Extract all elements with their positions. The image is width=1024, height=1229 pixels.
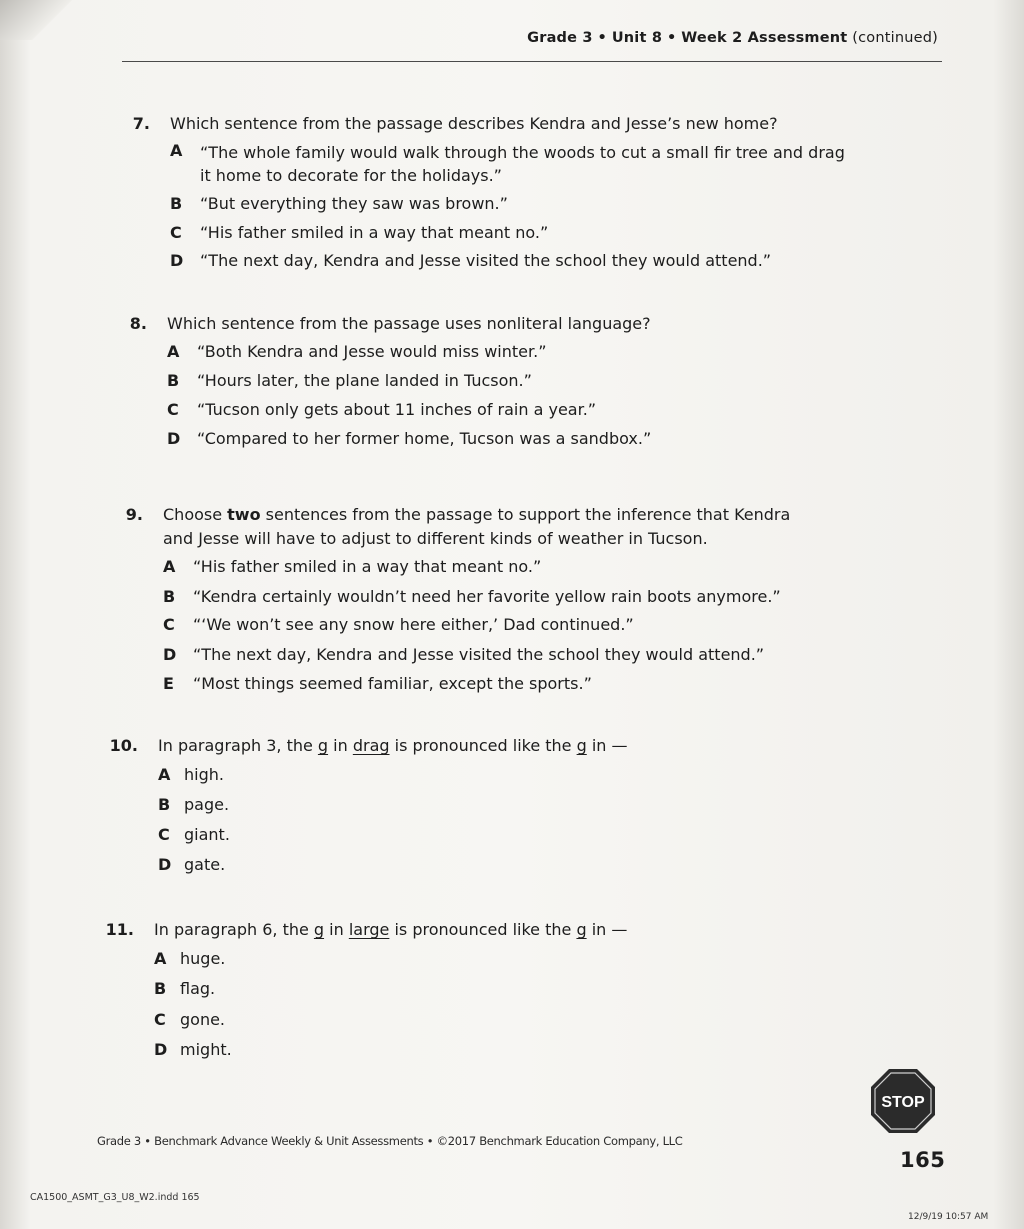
option-letter: B <box>167 371 180 390</box>
stem-text: is pronounced like the <box>389 736 577 755</box>
underlined-letter: g <box>313 920 325 939</box>
option-text: “His father smiled in a way that meant no.” <box>193 557 542 576</box>
option-text: huge. <box>180 949 226 968</box>
option-text: flag. <box>180 979 216 998</box>
question-stem: Which sentence from the passage uses nonliteral language? <box>167 314 651 333</box>
question-number: 9. <box>125 505 143 524</box>
page-footer: Grade 3 • Benchmark Advance Weekly & Unit Assessments • ©2017 Benchmark Education Company, LLC <box>97 1134 683 1148</box>
answer-option[interactable] <box>163 557 541 576</box>
option-letter: A <box>163 557 176 576</box>
option-letter: C <box>158 825 170 844</box>
stem-text: in — <box>586 920 628 939</box>
option-text: “The next day, Kendra and Jesse visited the school they would attend.” <box>200 251 772 270</box>
option-text: gate. <box>184 855 226 874</box>
option-text: “The next day, Kendra and Jesse visited the school they would attend.” <box>193 645 765 664</box>
option-text: “The whole family would walk through the woods to cut a small fir tree and drag it home to decorate for the holidays.” <box>200 143 845 185</box>
stop-sign-label: STOP <box>881 1094 925 1111</box>
stem-text: is pronounced like the <box>389 920 577 939</box>
answer-option[interactable] <box>163 674 592 693</box>
page-number: 165 <box>900 1148 946 1172</box>
stem-text: In paragraph 6, the <box>154 920 314 939</box>
stem-text: Choose <box>163 505 228 524</box>
question-stem-line-2: and Jesse will have to adjust to different kinds of weather in Tucson. <box>163 529 708 548</box>
answer-option[interactable] <box>163 587 781 606</box>
option-letter: A <box>158 765 171 784</box>
stem-text: sentences from the passage to support the inference that Kendra <box>260 505 791 524</box>
question-stem <box>163 504 790 526</box>
page-corner-fold <box>0 0 90 40</box>
answer-option[interactable] <box>158 765 224 784</box>
answer-option[interactable] <box>167 371 532 390</box>
option-letter: A <box>170 141 183 160</box>
option-text: “Tucson only gets about 11 inches of rain a year.” <box>197 400 597 419</box>
file-slug: CA1500_ASMT_G3_U8_W2.indd 165 <box>30 1192 200 1203</box>
answer-option[interactable] <box>167 342 546 361</box>
question-stem <box>154 919 627 941</box>
print-timestamp: 12/9/19 10:57 AM <box>908 1212 989 1222</box>
option-text: “‘We won’t see any snow here either,’ Dad continued.” <box>193 615 634 634</box>
option-letter: E <box>163 674 174 693</box>
option-letter: D <box>158 855 172 874</box>
answer-option[interactable] <box>158 795 229 814</box>
question-number: 7. <box>132 114 150 133</box>
option-letter: D <box>154 1040 168 1059</box>
option-text: “But everything they saw was brown.” <box>200 194 508 213</box>
answer-option[interactable] <box>170 194 508 213</box>
header-unit: Unit 8 <box>611 30 663 46</box>
question-stem: Which sentence from the passage describes Kendra and Jesse’s new home? <box>170 114 778 133</box>
answer-option[interactable] <box>154 1040 232 1059</box>
question-stem <box>158 735 628 757</box>
option-text: “His father smiled in a way that meant no.” <box>200 223 549 242</box>
header-continued: (continued) <box>852 30 938 46</box>
option-letter: C <box>163 615 175 634</box>
stem-text: in — <box>586 736 628 755</box>
stem-text: in <box>328 736 353 755</box>
underlined-letter: g <box>317 736 329 755</box>
header-week: Week 2 Assessment <box>681 30 848 46</box>
answer-option[interactable] <box>163 615 634 634</box>
underlined-word: large <box>348 920 390 939</box>
option-text: “Kendra certainly wouldn’t need her favorite yellow rain boots anymore.” <box>193 587 781 606</box>
underlined-letter: g <box>576 736 587 755</box>
stem-text: in <box>324 920 349 939</box>
option-text: giant. <box>184 825 230 844</box>
option-text: high. <box>184 765 224 784</box>
answer-option[interactable] <box>158 855 225 874</box>
option-letter: B <box>154 979 167 998</box>
question-number: 8. <box>129 314 147 333</box>
answer-option[interactable] <box>170 251 771 270</box>
stem-text: In paragraph 3, the <box>158 736 318 755</box>
underlined-letter: g <box>576 920 587 939</box>
underlined-word: drag <box>352 736 390 755</box>
question-number: 10. <box>109 736 138 755</box>
option-text: gone. <box>180 1010 226 1029</box>
option-letter: C <box>170 223 182 242</box>
option-text: “Most things seemed familiar, except the sports.” <box>193 674 592 693</box>
answer-option[interactable] <box>170 141 860 187</box>
question-number: 11. <box>105 920 134 939</box>
option-text: “Hours later, the plane landed in Tucson.” <box>197 371 532 390</box>
option-text: “Compared to her former home, Tucson was a sandbox.” <box>197 429 652 448</box>
option-letter: D <box>163 645 177 664</box>
option-letter: B <box>158 795 171 814</box>
option-letter: B <box>170 194 183 213</box>
answer-option[interactable] <box>154 1010 225 1029</box>
option-text: might. <box>180 1040 232 1059</box>
option-text: page. <box>184 795 230 814</box>
option-letter: C <box>167 400 179 419</box>
header-rule <box>122 61 942 62</box>
answer-option[interactable] <box>154 979 215 998</box>
answer-option[interactable] <box>167 400 596 419</box>
page-header <box>527 30 938 46</box>
header-bullet: • <box>666 30 677 46</box>
stem-emphasis: two <box>227 505 261 524</box>
option-text: “Both Kendra and Jesse would miss winter.” <box>197 342 547 361</box>
option-letter: D <box>167 429 181 448</box>
answer-option[interactable] <box>163 645 764 664</box>
answer-option[interactable] <box>167 429 651 448</box>
option-letter: A <box>154 949 167 968</box>
answer-option[interactable] <box>170 223 548 242</box>
stop-sign-icon <box>870 1068 936 1134</box>
option-letter: C <box>154 1010 166 1029</box>
option-letter: B <box>163 587 176 606</box>
answer-option[interactable] <box>154 949 225 968</box>
header-grade: Grade 3 <box>527 30 593 46</box>
option-letter: A <box>167 342 180 361</box>
answer-option[interactable] <box>158 825 230 844</box>
option-letter: D <box>170 251 184 270</box>
header-bullet: • <box>597 30 607 46</box>
